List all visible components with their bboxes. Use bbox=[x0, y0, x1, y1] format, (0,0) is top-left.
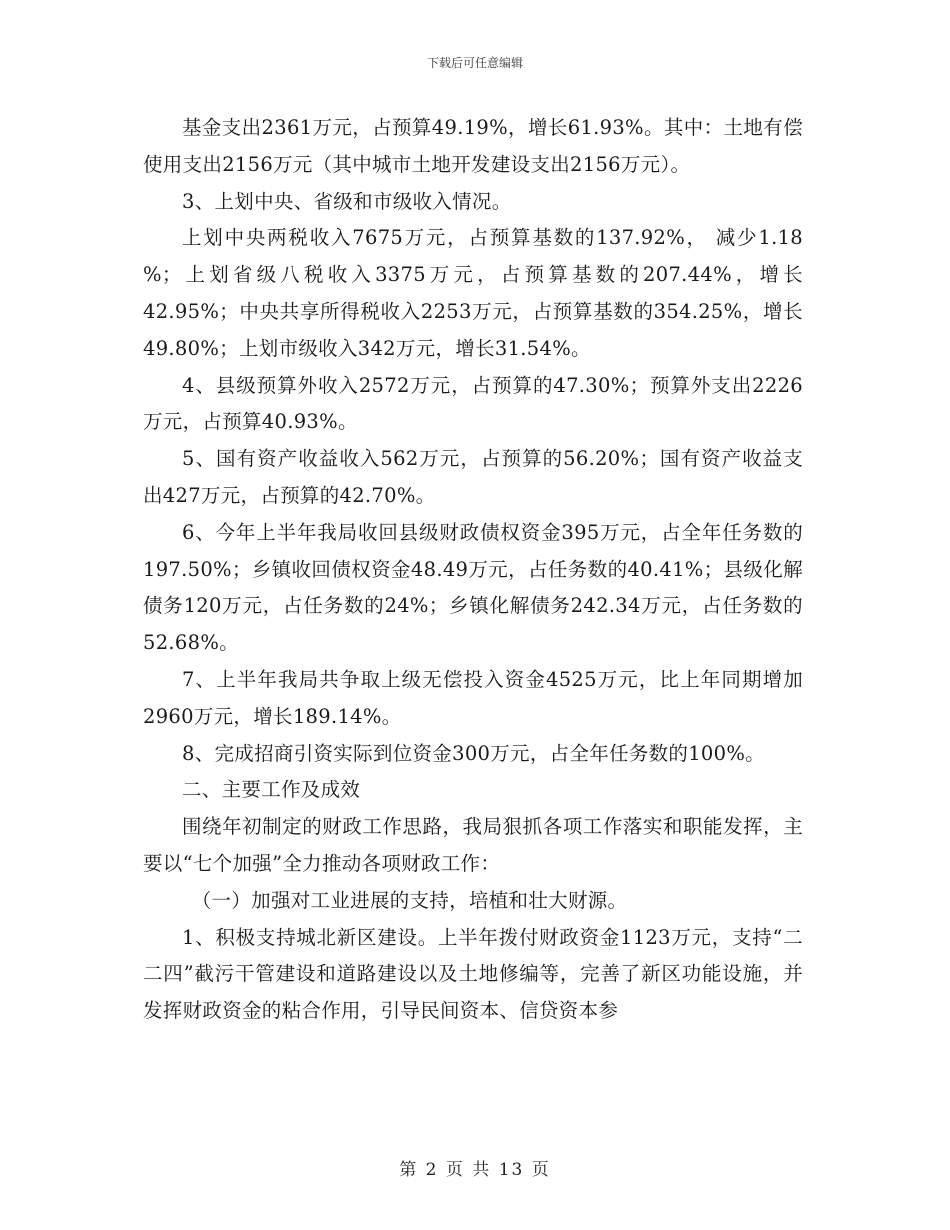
paragraph-central-provincial-income: 上划中央两税收入7675万元，占预算基数的137.92%， 减少1.18 %；上划省级八税收入3375万元，占预算基数的207.44%，增长42.95%；中央共享所得税收入2253万元，占预算基数的354.25%，增长49.80%；上划市级收入342万元，增长31.54%。 bbox=[143, 226, 803, 360]
paragraph-heading-3: 3、上划中央、省级和市级收入情况。 bbox=[182, 189, 512, 213]
subsection-heading-1: （一）加强对工业进展的支持，培植和壮大财源。 bbox=[191, 888, 628, 912]
section-heading-main-work: 二、主要工作及成效 bbox=[182, 778, 361, 802]
document-body bbox=[143, 110, 803, 1030]
paragraph-new-district: 1、积极支持城北新区建设。上半年拨付财政资金1123万元，支持“二二四”截污干管建设和道路建设以及土地修编等，完善了新区功能设施，并发挥财政资金的粘合作用，引导民间资本、信贷资本参 bbox=[143, 925, 803, 1023]
paragraph-item-8: 8、完成招商引资实际到位资金300万元，占全年任务数的100%。 bbox=[182, 741, 765, 765]
paragraph-item-6: 6、今年上半年我局收回县级财政债权资金395万元，占全年任务数的197.50%；乡镇收回债权资金48.49万元，占任务数的40.41%；县级化解债务120万元，占任务数的24%；乡镇化解债务242.34万元，占任务数的52.68%。 bbox=[143, 520, 803, 655]
paragraph-item-4: 4、县级预算外收入2572万元，占预算的47.30%；预算外支出2226万元，占预算40.93%。 bbox=[143, 373, 803, 434]
paragraph-work-intro: 围绕年初制定的财政工作思路，我局狠抓各项工作落实和职能发挥，主要以“七个加强”全力推动各项财政工作： bbox=[143, 815, 803, 875]
page-header: 下载后可任意编辑 bbox=[426, 56, 523, 70]
paragraph-fund-expenditure: 基金支出2361万元，占预算49.19%，增长61.93%。其中：土地有偿使用支出2156万元（其中城市土地开发建设支出2156万元）。 bbox=[143, 116, 803, 176]
page-footer: 第 2 页 共 13 页 bbox=[399, 1160, 551, 1180]
paragraph-item-7: 7、上半年我局共争取上级无偿投入资金4525万元，比上年同期增加2960万元，增长189.14%。 bbox=[143, 667, 803, 728]
paragraph-item-5: 5、国有资产收益收入562万元，占预算的56.20%；国有资产收益支出427万元，占预算的42.70%。 bbox=[143, 447, 803, 507]
